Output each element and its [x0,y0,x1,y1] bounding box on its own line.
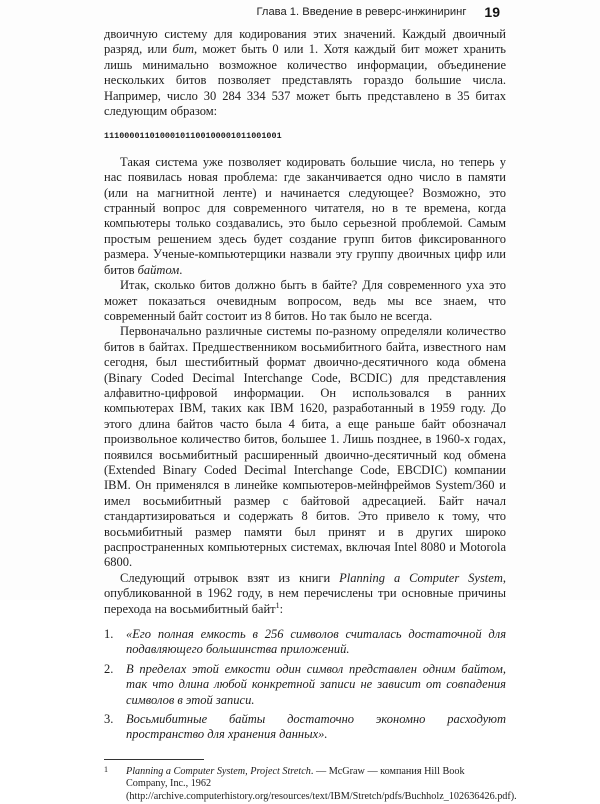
quote-text: В пределах этой емкости один символ представлен одним байтом, так что длина любой конкретной записи не зависит от совпадения символов в этой записи. [126,661,506,707]
paragraph-5-rest: , опубликованной в 1962 году, в нем перечислены три основные причины перехода на восьмибитный байт [104,570,506,616]
page-number: 19 [484,4,500,20]
paragraph-5 [104,571,506,617]
paragraph-2-end: . [179,262,183,277]
quote-list [104,627,506,743]
quote-number: 3. [104,712,114,727]
book-title: Planning a Computer System [339,570,503,585]
paragraph-4: Первоначально различные системы по-разному определяли количество битов в байтах. Предшественником восьмибитного байта, известного нам сегодня, был шестибитный формат двоично-десятичного кода обмена (Binary Coded Decimal Interchange Code, BCDIC) для представления алфавитно-цифровой информации. Он использовался в ранних компьютерах IBM, таких как IBM 1620, разработанный в 1959 году. До этого длина байтов часто была 4 бита, а еще раньше байт обозначал произвольное количество битов, большее 1. Лишь позднее, в 1960-х годах, появился восьмибитный расширенный двоично-десятичный код обмена (Extended Binary Coded Decimal Interchange Code, EBCDIC) компании IBM. Он применялся в линейке компьютеров-мейнфреймов System/360 и имел восьмибитный размер с байтовой адресацией. Байт начал стандартизироваться и содержать 8 битов. Это привело к тому, что восьмибитный размер памяти был принят и в других широко распространенных компьютерных системах, включая Intel 8080 и Motorola 6800. [104,324,506,570]
paragraph-5-end: : [279,601,284,616]
quote-text: Восьмибитные байты достаточно экономно расходуют пространство для хранения данных». [126,712,506,742]
running-head: Глава 1. Введение в реверс-инжиниринг [256,6,467,18]
paragraph-2-text: Такая система уже позволяет кодировать большие числа, но теперь у нас появилась новая проблема: где заканчивается одно число в памяти (или на магнитной ленте) и начинается следующее? Возможно, это странный вопрос для современного читателя, но в те времена, когда компьютеры только создавались, это было серьезной проблемой. Самым простым решением здесь будет создание групп битов фиксированного размера. Ученые-компьютерщики назвали эту группу двоичных цифр или битов [104,154,506,277]
paragraph-2 [104,155,506,278]
paragraph-3: Итак, сколько битов должно быть в байте? Для современного уха это может показаться очевидным вопросом, ведь мы все знаем, что современный байт состоит из 8 битов. Но так было не всегда. [104,278,506,323]
quote-item [104,712,506,743]
footnote-ref: 1 [275,600,280,610]
page-header [104,2,500,22]
footnote [104,764,517,804]
footnote-text: . — McGraw — компания Hill Book Company, Inc., 1962 (http://archive.computerhistory.org/resources/text/IBM/Stretch/pdfs/Buchholz_102636426.pdf). [126,765,517,803]
paragraph-5-text: Следующий отрывок взят из книги [120,570,340,585]
footnote-number: 1 [104,764,108,774]
footnote-divider [104,759,204,760]
quote-item [104,627,506,658]
footnote-title: Planning a Computer System, Project Stretch [126,765,311,777]
paragraph-1-text: двоичную систему для кодирования этих значений. Каждый двоичный разряд, или [104,27,506,57]
paragraph-1-rest: , может быть 0 или 1. Хотя каждый бит может хранить лишь минимально возможное количество информации, объединение нескольких битов позволяет представлять гораздо большие числа. Например, число 30 284 334 537 может быть представлено в 35 битах следующим образом: [104,42,506,119]
binary-number: 11100001101000101100100001011001001 [104,131,282,142]
quote-item [104,662,506,708]
paragraph-2-emphasis: байтом [137,262,180,277]
paragraph-1-emphasis: бит [172,42,195,57]
quote-number: 2. [104,661,114,676]
quote-number: 1. [104,627,114,642]
paragraph-1 [104,27,506,119]
quote-text: «Его полная емкость в 256 символов считалась достаточной для подавляющего большинства приложений. [126,627,506,657]
page-body [104,27,517,804]
